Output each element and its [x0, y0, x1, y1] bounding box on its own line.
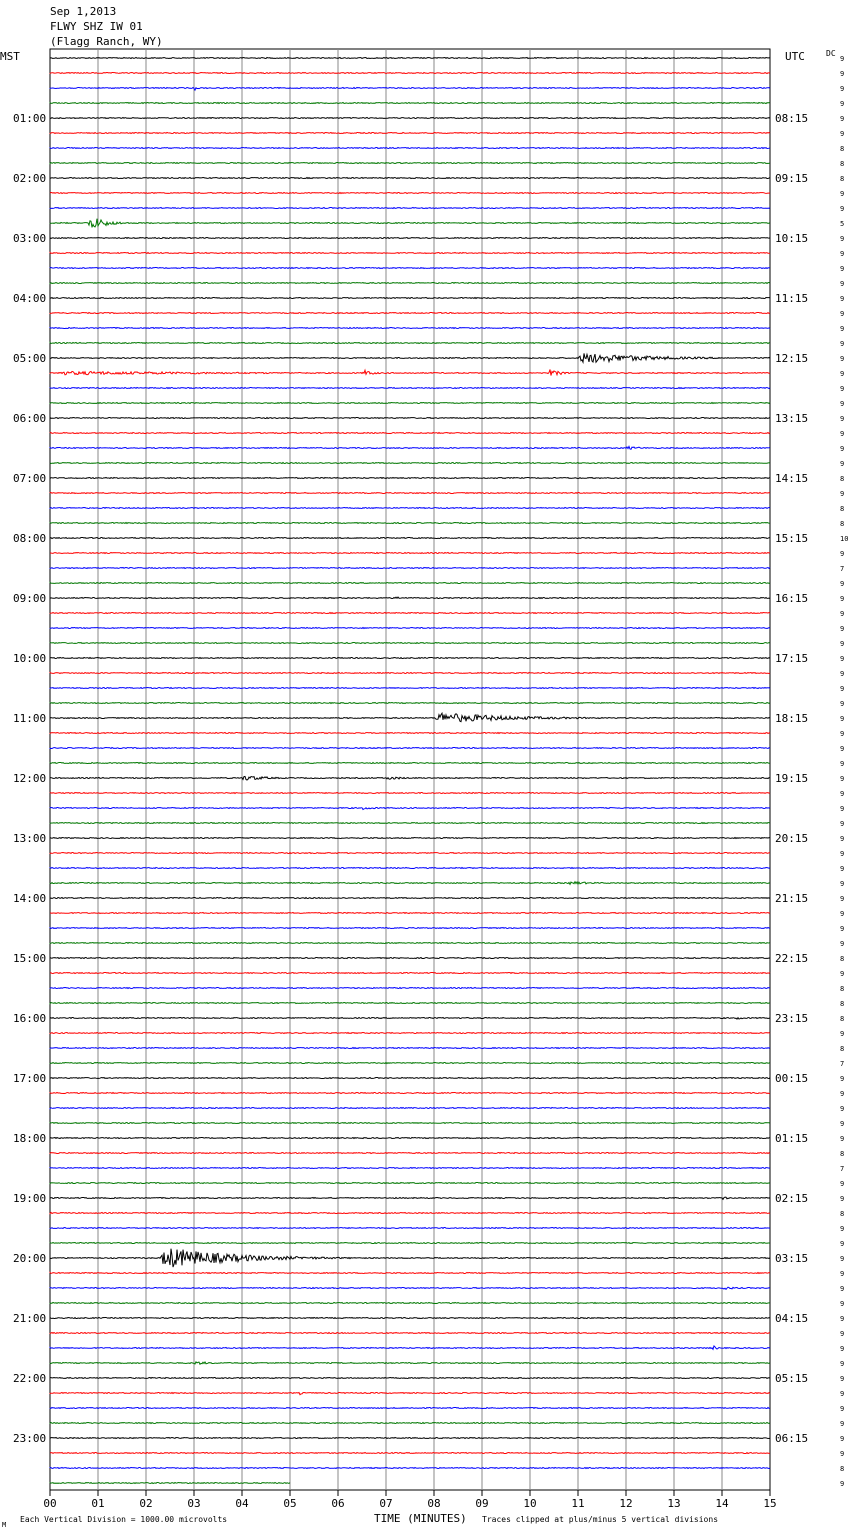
left-hour-label: 18:00 — [13, 1132, 47, 1145]
left-hour-label: 14:00 — [13, 892, 47, 905]
seismic-trace — [50, 193, 770, 194]
x-tick-label: 13 — [667, 1497, 681, 1510]
dc-offset-label: 9 — [840, 70, 845, 78]
x-tick-label: 04 — [235, 1497, 249, 1510]
seismic-trace — [50, 1249, 770, 1267]
left-hour-label: 05:00 — [13, 352, 47, 365]
left-hour-label: 06:00 — [13, 412, 47, 425]
right-hour-label: 09:15 — [775, 172, 809, 185]
seismic-trace — [50, 1108, 770, 1109]
seismic-trace — [50, 553, 770, 554]
seismic-trace — [50, 523, 770, 524]
dc-offset-label: 8 — [840, 160, 845, 168]
seismic-trace — [50, 643, 770, 644]
dc-offset-label: 9 — [840, 625, 845, 633]
seismic-trace — [50, 733, 770, 734]
dc-offset-label: 8 — [840, 1045, 845, 1053]
seismic-trace — [50, 446, 770, 449]
dc-offset-label: 8 — [840, 1015, 845, 1023]
right-hour-label: 14:15 — [775, 472, 809, 485]
dc-offset-label: 9 — [840, 940, 845, 948]
seismic-trace — [50, 219, 770, 228]
x-tick-label: 00 — [43, 1497, 57, 1510]
seismic-trace — [50, 313, 770, 314]
dc-offset-label: 9 — [840, 970, 845, 978]
dc-offset-label: 9 — [840, 895, 845, 903]
dc-offset-label: 8 — [840, 1465, 845, 1473]
x-tick-label: 15 — [763, 1497, 777, 1510]
dc-offset-label: 9 — [840, 415, 845, 423]
x-tick-label: 08 — [427, 1497, 441, 1510]
seismic-trace — [50, 613, 770, 614]
seismic-trace — [50, 478, 770, 479]
right-hour-label: 02:15 — [775, 1192, 809, 1205]
dc-offset-label: 9 — [840, 1240, 845, 1248]
seismic-trace — [50, 118, 770, 119]
x-tick-label: 03 — [187, 1497, 201, 1510]
seismic-trace — [50, 597, 770, 599]
dc-offset-label: 9 — [840, 1255, 845, 1263]
dc-offset-label: 8 — [840, 1210, 845, 1218]
dc-offset-label: 9 — [840, 190, 845, 198]
x-tick-label: 12 — [619, 1497, 633, 1510]
seismic-trace — [50, 913, 770, 914]
dc-offset-label: 9 — [840, 820, 845, 828]
dc-offset-label: 5 — [840, 220, 845, 228]
right-hour-label: 11:15 — [775, 292, 809, 305]
dc-offset-label: 9 — [840, 250, 845, 258]
dc-offset-label: 9 — [840, 355, 845, 363]
seismic-trace — [50, 1362, 770, 1364]
seismic-trace — [50, 1033, 770, 1034]
dc-offset-label: 9 — [840, 550, 845, 558]
dc-offset-label: 9 — [840, 85, 845, 93]
dc-offset-label: 8 — [840, 175, 845, 183]
dc-offset-label: 9 — [840, 400, 845, 408]
seismic-trace — [50, 973, 770, 974]
seismic-trace — [50, 688, 770, 689]
seismic-trace — [50, 328, 770, 329]
seismic-trace — [50, 583, 770, 584]
seismic-trace — [50, 508, 770, 509]
x-axis-title: TIME (MINUTES) — [374, 1512, 467, 1525]
seismic-trace — [50, 1228, 770, 1229]
dc-offset-label: 9 — [840, 910, 845, 918]
seismic-trace — [50, 703, 770, 704]
seismic-trace — [50, 463, 770, 464]
seismic-trace — [50, 1333, 770, 1334]
seismic-trace — [50, 418, 770, 419]
dc-offset-label: 9 — [840, 265, 845, 273]
dc-offset-label: 9 — [840, 1420, 845, 1428]
seismic-trace — [50, 793, 770, 794]
left-hour-label: 21:00 — [13, 1312, 47, 1325]
seismic-trace — [50, 673, 770, 674]
seismic-trace — [50, 1378, 770, 1379]
dc-offset-label: 9 — [840, 685, 845, 693]
left-hour-label: 15:00 — [13, 952, 47, 965]
seismic-trace — [50, 1408, 770, 1409]
seismic-trace — [50, 1048, 770, 1049]
footer-scale-note: Each Vertical Division = 1000.00 microvolts — [20, 1515, 228, 1524]
dc-offset-label: 9 — [840, 295, 845, 303]
dc-offset-label: 9 — [840, 1330, 845, 1338]
seismic-trace — [50, 268, 770, 269]
dc-offset-label: 9 — [840, 1435, 845, 1443]
seismic-trace — [50, 658, 770, 659]
dc-offset-label: 9 — [840, 430, 845, 438]
dc-offset-label: 8 — [840, 955, 845, 963]
right-hour-label: 04:15 — [775, 1312, 809, 1325]
right-axis-title: UTC — [785, 50, 805, 63]
dc-offset-label: 9 — [840, 1195, 845, 1203]
dc-offset-label: 9 — [840, 325, 845, 333]
dc-offset-label: 8 — [840, 475, 845, 483]
dc-offset-label: 9 — [840, 1450, 845, 1458]
x-tick-label: 06 — [331, 1497, 345, 1510]
seismic-trace — [50, 1453, 770, 1454]
seismic-trace — [50, 898, 770, 899]
seismic-trace — [50, 1273, 770, 1274]
seismic-trace — [50, 763, 770, 764]
dc-column-title: DC — [826, 49, 836, 58]
seismic-trace — [50, 882, 770, 885]
dc-offset-label: 9 — [840, 235, 845, 243]
left-hour-label: 01:00 — [13, 112, 47, 125]
seismic-trace — [50, 178, 770, 179]
x-tick-label: 05 — [283, 1497, 297, 1510]
left-hour-label: 09:00 — [13, 592, 47, 605]
dc-offset-label: 9 — [840, 205, 845, 213]
dc-offset-label: 9 — [840, 1480, 845, 1488]
seismic-trace — [50, 1423, 770, 1424]
dc-offset-label: 9 — [840, 115, 845, 123]
dc-offset-label: 8 — [840, 1150, 845, 1158]
right-hour-label: 17:15 — [775, 652, 809, 665]
dc-offset-label: 9 — [840, 1075, 845, 1083]
dc-offset-label: 9 — [840, 1180, 845, 1188]
dc-offset-label: 9 — [840, 1360, 845, 1368]
dc-offset-label: 9 — [840, 640, 845, 648]
seismic-trace — [50, 1393, 770, 1395]
seismic-trace — [50, 238, 770, 239]
dc-offset-label: 9 — [840, 790, 845, 798]
x-tick-label: 09 — [475, 1497, 489, 1510]
dc-offset-label: 9 — [840, 865, 845, 873]
dc-offset-label: 8 — [840, 520, 845, 528]
left-hour-label: 08:00 — [13, 532, 47, 545]
dc-offset-label: 9 — [840, 100, 845, 108]
dc-offset-label: 8 — [840, 505, 845, 513]
dc-offset-label: 9 — [840, 1030, 845, 1038]
seismic-trace — [50, 776, 770, 780]
dc-offset-label: 9 — [840, 745, 845, 753]
seismic-trace — [50, 433, 770, 434]
seismic-trace — [50, 748, 770, 749]
dc-offset-label: 9 — [840, 610, 845, 618]
seismic-trace — [50, 253, 770, 254]
left-hour-label: 16:00 — [13, 1012, 47, 1025]
dc-offset-label: 9 — [840, 1270, 845, 1278]
header-station: FLWY SHZ IW 01 — [50, 20, 143, 33]
left-axis-title: MST — [0, 50, 20, 63]
dc-offset-label: 9 — [840, 280, 845, 288]
left-hour-label: 07:00 — [13, 472, 47, 485]
dc-offset-label: 9 — [840, 715, 845, 723]
dc-offset-label: 9 — [840, 1135, 845, 1143]
right-hour-label: 05:15 — [775, 1372, 809, 1385]
dc-offset-label: 9 — [840, 775, 845, 783]
dc-offset-label: 9 — [840, 580, 845, 588]
seismic-trace — [50, 88, 770, 91]
seismic-trace — [50, 1003, 770, 1004]
seismic-trace — [50, 1183, 770, 1184]
dc-offset-label: 9 — [840, 340, 845, 348]
seismic-trace — [50, 928, 770, 929]
seismic-trace — [50, 988, 770, 989]
dc-offset-label: 9 — [840, 460, 845, 468]
dc-offset-label: 7 — [840, 1165, 845, 1173]
x-tick-label: 10 — [523, 1497, 537, 1510]
header-location: (Flagg Ranch, WY) — [50, 35, 163, 48]
footer-clip-note: Traces clipped at plus/minus 5 vertical divisions — [482, 1515, 719, 1524]
right-hour-label: 22:15 — [775, 952, 809, 965]
seismic-trace — [50, 343, 770, 344]
seismic-trace — [50, 163, 770, 164]
seismic-trace — [50, 1063, 770, 1064]
seismic-trace — [50, 1303, 770, 1304]
seismic-trace — [50, 823, 770, 824]
dc-offset-label: 9 — [840, 1345, 845, 1353]
seismic-trace — [50, 868, 770, 869]
seismic-trace — [50, 403, 770, 404]
left-hour-label: 04:00 — [13, 292, 47, 305]
right-hour-label: 01:15 — [775, 1132, 809, 1145]
right-hour-label: 12:15 — [775, 352, 809, 365]
seismic-trace — [50, 958, 770, 959]
right-hour-label: 23:15 — [775, 1012, 809, 1025]
seismic-trace — [50, 838, 770, 839]
left-hour-label: 02:00 — [13, 172, 47, 185]
dc-offset-label: 9 — [840, 130, 845, 138]
seismic-trace — [50, 103, 770, 104]
dc-offset-label: 9 — [840, 880, 845, 888]
seismic-trace — [50, 1168, 770, 1169]
dc-offset-label: 9 — [840, 55, 845, 63]
right-hour-label: 06:15 — [775, 1432, 809, 1445]
left-hour-label: 03:00 — [13, 232, 47, 245]
seismic-trace — [50, 1138, 770, 1139]
dc-offset-label: 9 — [840, 655, 845, 663]
right-hour-label: 21:15 — [775, 892, 809, 905]
dc-offset-label: 9 — [840, 730, 845, 738]
seismic-trace — [50, 133, 770, 134]
x-tick-label: 11 — [571, 1497, 585, 1510]
dc-offset-label: 9 — [840, 925, 845, 933]
dc-offset-label: 9 — [840, 1315, 845, 1323]
right-hour-label: 18:15 — [775, 712, 809, 725]
dc-offset-label: 9 — [840, 1300, 845, 1308]
seismic-trace — [50, 628, 770, 629]
dc-offset-label: 9 — [840, 1405, 845, 1413]
left-hour-label: 23:00 — [13, 1432, 47, 1445]
seismic-trace — [50, 1483, 290, 1484]
seismic-trace — [50, 1346, 770, 1349]
right-hour-label: 15:15 — [775, 532, 809, 545]
left-hour-label: 11:00 — [13, 712, 47, 725]
dc-offset-label: 9 — [840, 670, 845, 678]
seismic-trace — [50, 1093, 770, 1094]
seismic-trace — [50, 283, 770, 284]
left-hour-label: 20:00 — [13, 1252, 47, 1265]
dc-offset-label: 8 — [840, 145, 845, 153]
seismic-trace — [50, 853, 770, 854]
dc-offset-label: 7 — [840, 565, 845, 573]
plot-frame — [50, 49, 770, 1490]
seismic-trace — [50, 1153, 770, 1154]
right-hour-label: 08:15 — [775, 112, 809, 125]
x-tick-label: 07 — [379, 1497, 393, 1510]
right-hour-label: 10:15 — [775, 232, 809, 245]
seismic-trace — [50, 1243, 770, 1244]
seismic-trace — [50, 808, 770, 810]
footer-mark: M — [2, 1521, 7, 1529]
seismic-trace — [50, 943, 770, 944]
x-tick-label: 01 — [91, 1497, 105, 1510]
seismic-trace — [50, 1287, 770, 1289]
seismic-trace — [50, 1468, 770, 1469]
seismic-trace — [50, 538, 770, 539]
seismic-trace — [50, 58, 770, 59]
dc-offset-label: 9 — [840, 1090, 845, 1098]
left-hour-label: 10:00 — [13, 652, 47, 665]
x-tick-label: 14 — [715, 1497, 729, 1510]
dc-offset-label: 9 — [840, 445, 845, 453]
dc-offset-label: 7 — [840, 1060, 845, 1068]
dc-offset-label: 8 — [840, 1000, 845, 1008]
dc-offset-label: 9 — [840, 1285, 845, 1293]
dc-offset-label: 9 — [840, 1105, 845, 1113]
dc-offset-label: 9 — [840, 1390, 845, 1398]
seismic-trace — [50, 73, 770, 74]
seismic-trace — [50, 1078, 770, 1079]
seismic-trace — [50, 1213, 770, 1214]
left-hour-label: 22:00 — [13, 1372, 47, 1385]
right-hour-label: 03:15 — [775, 1252, 809, 1265]
dc-offset-label: 9 — [840, 1120, 845, 1128]
right-hour-label: 16:15 — [775, 592, 809, 605]
header-date: Sep 1,2013 — [50, 5, 117, 18]
left-hour-label: 19:00 — [13, 1192, 47, 1205]
dc-offset-label: 9 — [840, 490, 845, 498]
left-hour-label: 12:00 — [13, 772, 47, 785]
dc-offset-label: 9 — [840, 595, 845, 603]
seismic-trace — [50, 298, 770, 299]
dc-offset-label: 9 — [840, 310, 845, 318]
right-hour-label: 20:15 — [775, 832, 809, 845]
seismic-trace — [50, 388, 770, 389]
seismic-trace — [50, 493, 770, 494]
right-hour-label: 19:15 — [775, 772, 809, 785]
left-hour-label: 17:00 — [13, 1072, 47, 1085]
right-hour-label: 00:15 — [775, 1072, 809, 1085]
dc-offset-label: 9 — [840, 1375, 845, 1383]
dc-offset-label: 9 — [840, 1225, 845, 1233]
dc-offset-label: 9 — [840, 385, 845, 393]
seismic-trace — [50, 1318, 770, 1319]
right-hour-label: 13:15 — [775, 412, 809, 425]
x-tick-label: 02 — [139, 1497, 153, 1510]
dc-offset-label: 9 — [840, 805, 845, 813]
seismic-trace — [50, 1123, 770, 1124]
dc-offset-label: 8 — [840, 985, 845, 993]
seismic-trace — [50, 353, 770, 362]
dc-offset-label: 9 — [840, 700, 845, 708]
seismic-trace — [50, 1197, 770, 1199]
dc-offset-label: 10 — [840, 535, 849, 543]
seismic-trace — [50, 148, 770, 149]
dc-offset-label: 9 — [840, 835, 845, 843]
dc-offset-label: 9 — [840, 850, 845, 858]
dc-offset-label: 9 — [840, 760, 845, 768]
left-hour-label: 13:00 — [13, 832, 47, 845]
seismic-trace — [50, 1018, 770, 1020]
dc-offset-label: 9 — [840, 370, 845, 378]
seismic-trace — [50, 1438, 770, 1439]
seismic-trace — [50, 568, 770, 569]
seismic-trace — [50, 208, 770, 209]
seismic-trace — [50, 370, 770, 376]
seismic-trace — [50, 713, 770, 722]
